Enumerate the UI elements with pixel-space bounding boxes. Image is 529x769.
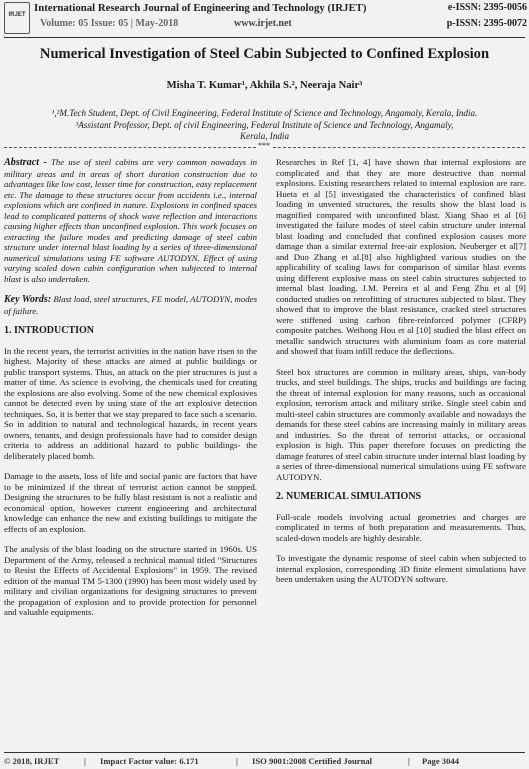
footer-pipe: | [84,756,86,766]
separator-stars: *** [258,141,270,150]
affiliation-line-3: Kerala, India [239,131,289,141]
footer-impact-factor: Impact Factor value: 6.171 [100,756,199,766]
intro-paragraph-2: Damage to the assets, loss of life and social panic are factors that have to be minimized if the threat of terrorist action cannot be stopped. Designing the structures to be fully blast resistant is not a realistic and economical option, however current engineering and architectural knowledge can enhance the new and existing buildings to mitigate the effects of an explosion. [4,471,257,534]
volume-issue: Volume: 05 Issue: 05 | May-2018 [40,18,179,29]
body-paragraph-1: Researches in Ref [1, 4] have shown that internal explosions are complicated and that they are more destructive than normal explosions. Existing researchers related to internal explosion are rare. Hueta et al [5] investigated the characteristics of confined blast loading in unvented structures, the results show the blast load is magnified compared with unconfined blast. Xiang Shao et al [6] investigated the failure modes of steel cabin structure under internal blast loading and concluded that confined explosion causes more damage than a similar external free-air explosion. Neuberger et al[7] and Duo Zhang et al.[8] also highlighted various studies on the applicability of scaling laws for comparison of similar blast events using different explosive mass on steel cabin structures subjected to internal blast loading. J.M. Pereira et al and Feng Zhu et al [9] conducted studies on retrofitting of structures subjected to blast. They showed that to improve the blast resistance, cracked steel structures were stiffened using carbon fibre-reinforced polymer (CFRP) composite patches. Weihong Hou et al [10] studied the blast effect on metallic sandwich structures with aluminium foam as core material and showed that foam infill reduce the deflections. [276,157,526,356]
keywords-label: Key Words: [4,294,52,305]
footer-copyright: © 2018, IRJET [4,756,60,766]
footer-iso: ISO 9001:2008 Certified Journal [252,756,373,766]
right-column [276,157,526,595]
affiliations [14,108,515,143]
footer-pipe: | [408,756,410,766]
intro-paragraph-1: In the recent years, the terrorist activities in the nation have risen to the highest. Majority of these attacks are aimed at public buildings or public transport systems. Thus, an attack on the pier structures is just a matter of time. As science is evolving, the chemicals used for creating the explosions are also evolving. Some of the new chemical explosives cannot be detected even by using state of the art explosive detection techniques. So, it is better that we stay prepared to face such a scenario. So in addition to natural and technological hazards, in recent years owners, tenants, and design professionals have had to consider design criteria to address an additional hazard to public buildings- the deliberately placed bomb. [4,345,257,461]
paper-authors: Misha T. Kumar¹, Akhila S.², Neeraja Nair³ [166,80,363,91]
affiliation-line-2: ³Assistant Professor, Dept. of civil Engineering, Federal Institute of Science and Technology, Angamaly, [75,119,454,130]
p-issn: p-ISSN: 2395-0072 [446,18,527,29]
keywords-text: Blast load, steel structures, FE model, AUTODYN, modes of failure. [4,294,257,316]
body-paragraph-4: To investigate the dynamic response of steel cabin when subjected to internal explosion, corresponding 3D finite element simulations have been undertaken using the AUTODYN software. [276,553,526,584]
footer-pipe: | [236,756,238,766]
e-issn: e-ISSN: 2395-0056 [447,2,527,13]
paper-title: Numerical Investigation of Steel Cabin Subjected to Confined Explosion [39,46,490,62]
page-footer [4,752,525,769]
header-rule [4,37,525,38]
journal-logo [4,2,30,34]
section-heading-numerical-simulations: 2. NUMERICAL SIMULATIONS [276,491,422,502]
body-paragraph-3: Full-scale models involving actual geometries and charges are complicated in terms of both preparation and measurements. Thus, scaled-down models are highly desirable. [276,511,526,543]
affiliation-line-1: ¹,²M.Tech Student, Dept. of Civil Engineering, Federal Institute of Science and Technology, Angamaly, Kerala, India. [51,108,478,118]
abstract [4,157,257,284]
left-column [4,157,257,628]
section-heading-introduction: 1. INTRODUCTION [4,325,95,336]
abstract-text: The use of steel cabins are very common nowadays in military areas and in areas of short duration construction due to advantages like low cost, lesser time for construction, easy replacement etc. The damage to these structures occur from accidents i.e., internal explosions which are confined in nature. Explosions in confined spaces lead to complicated patterns of shock wave reflection and interactions causing higher effects than unconfined explosion. This work focuses on extracting the failure modes and predicting damage of steel cabin structure under internal blast loading by a series of three-dimensional numerical simulations using FE software AUTODYN. Effect of using varying scaled down cabin configuration when subjected to internal blast is also undertaken. [4,157,257,284]
keywords [4,294,257,316]
journal-logo-text: IRJET [8,12,26,18]
footer-page-number: Page 3044 [422,756,459,766]
journal-website: www.irjet.net [234,18,292,29]
journal-title: International Research Journal of Engineering and Technology (IRJET) [34,2,367,14]
abstract-label: Abstract - [4,157,47,168]
page-header [0,0,529,38]
intro-paragraph-3: The analysis of the blast loading on the structure started in 1960s. US Department of the Army, released a technical manual titled "Structures to Resist the Effects of Accidental Explosions" in 1959. The revised edition of the manual TM 5-1300 (1990) has been most widely used by military and civilian organizations for designing structures to prevent the propagation of explosion and to provide protection for personnel and valuable equipments. [4,544,257,617]
body-paragraph-2: Steel box structures are common in military areas, ships, van-body trucks, and steel buildings. The ships, trucks and buildings are facing the threat of internal explosion for many reasons, such as occasional explosion, terrorism attack and military strike. Single steel cabin and multi-steel cabin structures are commonly available and nowadays the demands for these steel cabins are increasing mainly in military areas and industries. So the threat of terrorist attacks, or occasional explosion is high. This paper therefore focuses on predicting the damage features of steel cabin structure under internal blast loading by a series of three-dimensional numerical simulations using FE software AUTODYN. [276,366,526,482]
